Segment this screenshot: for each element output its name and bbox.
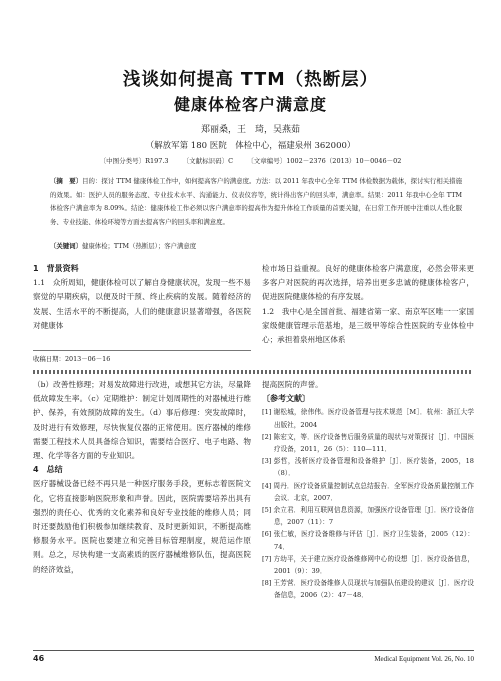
footer-rule — [33, 650, 474, 651]
reference-list — [262, 406, 474, 601]
left-column-top — [33, 262, 251, 333]
section-1-1-text: 1.1 众所周知，健康体检可以了解自身健康状况，发现一些不易察觉的早期疾病，以便及时干预、终止疾病的发展。随着经济的发展、生活水平的不断提高，人们的健康意识显著增强，各医院对健康体 — [33, 278, 251, 330]
authors: 郑丽桑，王 琦，吴燕茹 — [200, 125, 300, 135]
reference-item: [1] 谢松城，徐伟伟。医疗设备管理与技术规范［M］．杭州：浙江大学出版社，2004 — [262, 408, 474, 429]
previous-article-end: 提高医院的声誉。 — [262, 380, 323, 389]
section-1-2-text: 1.2 我中心是全国首批、福建省第一家、南京军区唯一一家国家级健康管理示范基地，是三级甲等综合性医院的专业体检中心；承担着泉州地区体系 — [262, 306, 474, 345]
reference-item: [6] 张仁敏，医疗设备维修与评估［J］．医疗卫生装备，2005（12）：74． — [262, 530, 474, 551]
received-date: 收稿日期：2013－06－16 — [33, 350, 251, 363]
journal-name: Medical Equipment Vol. 26, No. 10 — [374, 655, 474, 663]
section-1-1-continued: 检市场日益重视。良好的健康体检客户满意度，必然会带来更多客户对医院的再次选择，培养出更多忠诚的健康体检客户，促进医院健康体检的有序发展。 — [262, 264, 474, 302]
right-column-bottom — [262, 378, 474, 602]
section-4-heading: 4 总结 — [33, 465, 63, 475]
reference-item: [2] 陈宏文，等．医疗设备售后服务质量的现状与对策探讨［J］．中国医疗设备，2011，26（5）：110—111． — [262, 432, 474, 454]
section-4-text: 医疗器械设备已经不再只是一种医疗服务手段，更标志着医院文化，它将直接影响医院形象和声誉。因此，医院需要培养出具有强烈的责任心、优秀的文化素养和良好专业技能的维修人员；同时还要鼓励他们积极参加继续教育、及时更新知识，不断提高维修服务水平。医院也要建立和完善目标管理制度，规范运作原则。总之，尽快构建一支高素质的医疗器械维修队伍，提高医院的经济效益， — [33, 479, 251, 574]
page-number: 46 — [33, 654, 45, 663]
reference-item: [4] 周丹．医疗设备质量控制试点总结报告．全军医疗设备质量控制工作会议．北京，2007． — [262, 481, 474, 502]
document-code: 〔文献标识码〕C — [182, 157, 234, 165]
references-heading: 〔参考文献〕 — [262, 394, 310, 404]
abstract — [50, 175, 462, 229]
abstract-label: 〔摘 要〕 — [50, 177, 83, 185]
reference-item: [8] 王芳营．医疗设备维修人员现状与加强队伍建设的建议［J］．医疗设备信息，2006（2）：47－48． — [262, 579, 474, 600]
abstract-text: 目的：探讨 TTM 健康体检工作中，如何提高客户的满意度。方法：以 2011 年我中心全年 TTM 体检数据为载体，探讨实行相关措施的效果。如：医护人员的服务态度、专业技术水平、沟通能力、仪表仪容等，统计得出客户的回头率，满意率。结果：2011 年我中心全年 TTM 体检客户满意率为 8.09%。结论：健康体检工作必须以客户满意率的提高作为提升体检工作质量的首要关键，在日常工作开展中注重以人性化服务、专业技能、体检环境等方面去提高客户的回头率和满意度。 — [50, 177, 462, 226]
reference-item: [7] 方幼平，关于建立医疗设备维修网中心的设想［J］．医疗设备信息，2001（9）：39． — [262, 554, 474, 576]
title-line-1: 浅谈如何提高 TTM（热断层） — [122, 70, 379, 90]
title-line-2: 健康体检客户满意度 — [173, 95, 327, 114]
right-column-top — [262, 262, 474, 347]
clc-code: 〔中图分类号〕R197.3 — [99, 157, 169, 165]
section-1-heading: 1 背景资料 — [33, 264, 79, 273]
previous-article-text: （b）改善性修理；对易发故障进行改进，或想其它方法，尽量降低故障发生率。（c）定期维护：制定计划周期性的对器械进行维护、保养，有效预防故障的发生。（d）事后修理：突发故障时，及时进行有效修理，尽快恢复仪器的正常使用。医疗器械的维修需要工程技术人员具备综合知识，需要结合医疗、电子电路、物理、化学等各方面的专业知识。 — [33, 380, 251, 461]
article-separator — [33, 370, 473, 374]
left-column-bottom — [33, 378, 251, 577]
affiliation: （解放军第 180 医院 体检中心，福建泉州 362000） — [145, 141, 356, 151]
article-number: 〔文章编号〕1002－2376（2013）10－0046－02 — [247, 157, 402, 165]
keywords-label: 〔关键词〕 — [50, 242, 82, 250]
reference-item: [3] 彭哲，浅析医疗设备管理和设备维护［J］．医疗装备，2005，18（8）． — [262, 457, 474, 478]
classification-line — [0, 156, 501, 165]
reference-item: [5] 余立君．利用互联网信息资源，加强医疗设备管理［J］．医疗设备信息，2007（11）：7 — [262, 506, 474, 527]
keywords-text: 健康体检；TTM（热断层）；客户满意度 — [81, 242, 197, 250]
keywords — [50, 241, 462, 250]
